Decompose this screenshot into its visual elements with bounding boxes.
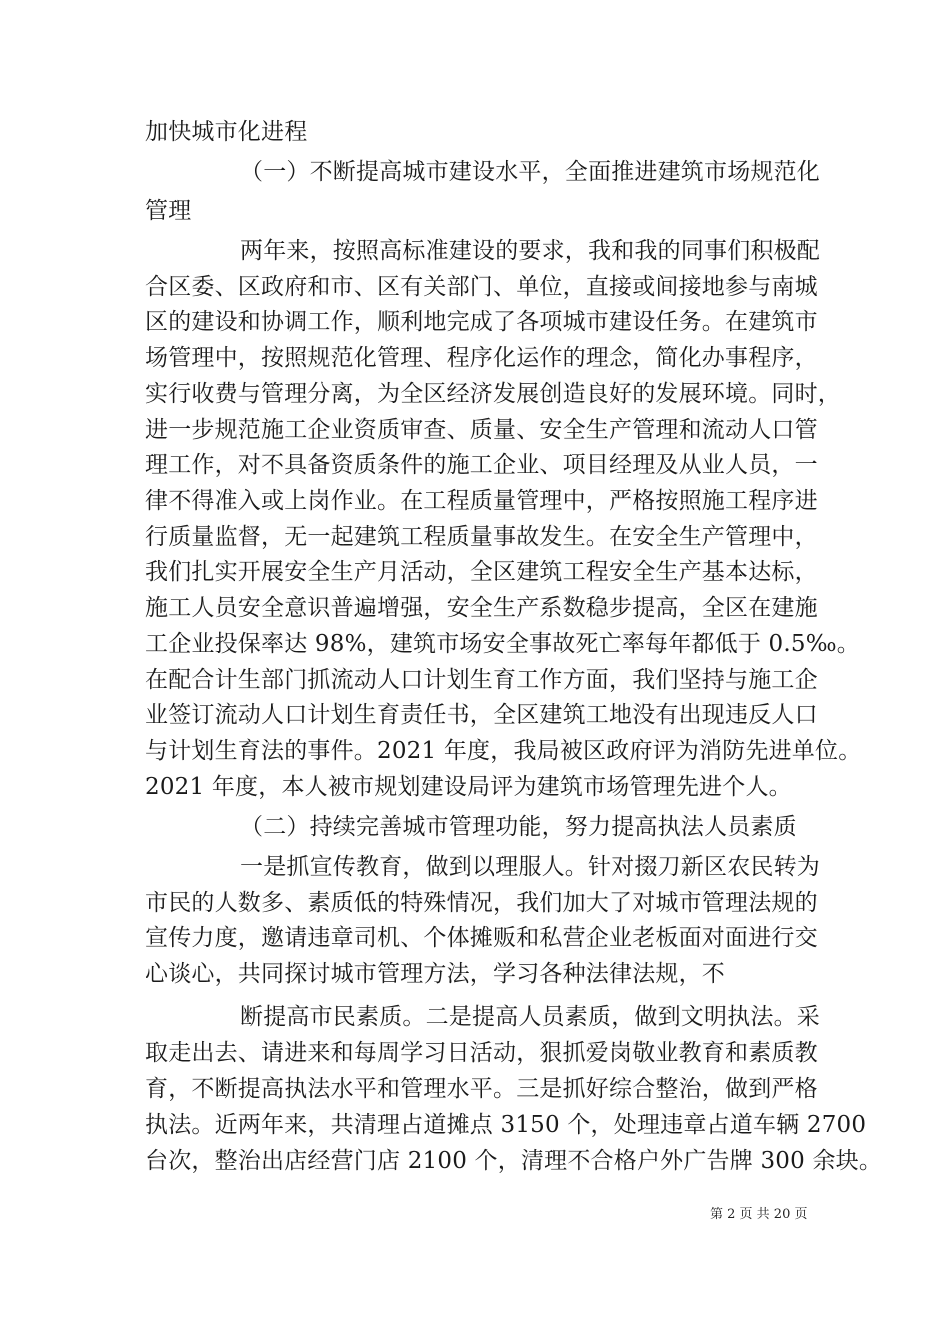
text-line: 管理 <box>145 198 192 224</box>
text-line: 执法。近两年来，共清理占道摊点 3150 个，处理违章占道车辆 2700 <box>145 1112 867 1138</box>
text-line: 台次，整治出店经营门店 2100 个，清理不合格户外广告牌 300 余块。 <box>145 1148 883 1174</box>
text-line: 工企业投保率达 98%，建筑市场安全事故死亡率每年都低于 0.5‰。 <box>145 631 860 657</box>
text-line: 理工作，对不具备资质条件的施工企业、项目经理及从业人员，一 <box>145 452 818 478</box>
text-line: 育，不断提高执法水平和管理水平。三是抓好综合整治，做到严格 <box>145 1076 818 1102</box>
text-line: 心谈心，共同探讨城市管理方法，学习各种法律法规，不 <box>145 961 725 987</box>
text-line: 与计划生育法的事件。2021 年度，我局被区政府评为消防先进单位。 <box>145 738 862 764</box>
text-line: 取走出去、请进来和每周学习日活动，狠抓爱岗敬业教育和素质教 <box>145 1040 818 1066</box>
section-heading-2: （二）持续完善城市管理功能，努力提高执法人员素质 <box>240 814 797 840</box>
text-line: 业签订流动人口计划生育责任书，全区建筑工地没有出现违反人口 <box>145 702 818 728</box>
text-line: 施工人员安全意识普遍增强，安全生产系数稳步提高，全区在建施 <box>145 595 818 621</box>
text-line: 在配合计生部门抓流动人口计划生育工作方面，我们坚持与施工企 <box>145 667 818 693</box>
text-line: 加快城市化进程 <box>145 119 308 145</box>
paragraph-start: 两年来，按照高标准建设的要求，我和我的同事们积极配 <box>240 238 820 264</box>
section-heading-1: （一）不断提高城市建设水平，全面推进建筑市场规范化 <box>240 159 820 185</box>
text-line: 合区委、区政府和市、区有关部门、单位，直接或间接地参与南城 <box>145 274 818 300</box>
page-number: 第 2 页 共 20 页 <box>710 1207 808 1222</box>
text-line: 2021 年度，本人被市规划建设局评为建筑市场管理先进个人。 <box>145 774 792 800</box>
text-line: 区的建设和协调工作，顺利地完成了各项城市建设任务。在建筑市 <box>145 309 818 335</box>
text-line: 实行收费与管理分离，为全区经济发展创造良好的发展环境。同时， <box>145 381 841 407</box>
text-line: 进一步规范施工企业资质审查、质量、安全生产管理和流动人口管 <box>145 417 818 443</box>
text-line: 市民的人数多、素质低的特殊情况，我们加大了对城市管理法规的 <box>145 890 818 916</box>
paragraph-start: 断提高市民素质。二是提高人员素质，做到文明执法。采 <box>240 1004 820 1030</box>
text-line: 场管理中，按照规范化管理、程序化运作的理念，简化办事程序， <box>145 345 818 371</box>
text-line: 行质量监督，无一起建筑工程质量事故发生。在安全生产管理中， <box>145 524 818 550</box>
text-line: 律不得准入或上岗作业。在工程质量管理中，严格按照施工程序进 <box>145 488 818 514</box>
paragraph-start: 一是抓宣传教育，做到以理服人。针对掇刀新区农民转为 <box>240 854 820 880</box>
text-line: 宣传力度，邀请违章司机、个体摊贩和私营企业老板面对面进行交 <box>145 925 818 951</box>
text-line: 我们扎实开展安全生产月活动，全区建筑工程安全生产基本达标， <box>145 559 818 585</box>
